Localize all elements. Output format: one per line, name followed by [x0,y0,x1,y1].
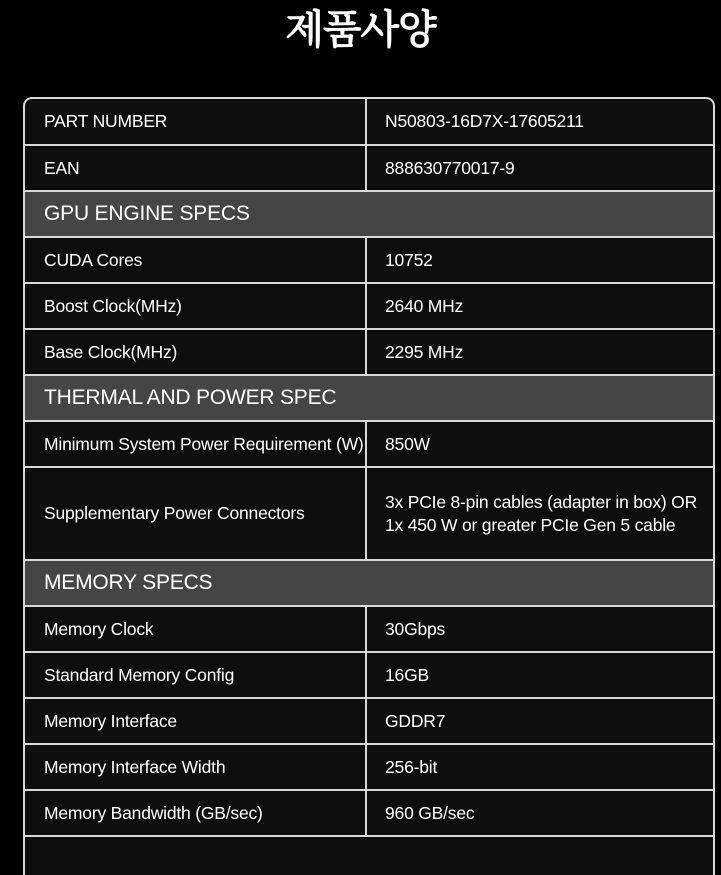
spec-value: 960 GB/sec [385,802,475,823]
spec-label: Memory Bandwidth (GB/sec) [25,791,367,835]
table-row-ean [25,144,713,190]
spec-table [23,97,715,875]
section-heading-thermal-power: THERMAL AND POWER SPEC [25,374,713,420]
spec-value: 30Gbps [385,618,446,639]
spec-value: 10752 [385,249,433,270]
table-row [25,697,713,743]
spec-value: N50803-16D7X-17605211 [385,111,584,131]
table-row [25,605,713,651]
table-row-partial [25,835,713,875]
spec-value: 16GB [385,664,429,685]
spec-label: PART NUMBER [25,99,367,144]
spec-label: CUDA Cores [25,238,367,282]
page-title: 제품사양 [285,7,436,53]
spec-value: 2640 MHz [385,295,464,316]
spec-value-line: 1x 450 W or greater PCIe Gen 5 cable [385,514,676,535]
table-row [25,236,713,282]
spec-label: Memory Clock [25,607,367,651]
spec-value: 256-bit [385,756,438,777]
spec-label: EAN [25,146,367,190]
table-row [25,282,713,328]
table-row-part-number [25,99,713,144]
spec-label: Boost Clock(MHz) [25,284,367,328]
spec-value: 888630770017-9 [385,157,515,178]
table-row [25,789,713,835]
section-heading-memory: MEMORY SPECS [25,559,713,605]
spec-label: Memory Interface [25,699,367,743]
spec-value: 2295 MHz [385,341,464,362]
table-row [25,420,713,466]
table-row [25,743,713,789]
table-row [25,466,713,559]
table-row [25,651,713,697]
table-row [25,328,713,374]
spec-label: Base Clock(MHz) [25,330,367,374]
section-heading-gpu-engine: GPU ENGINE SPECS [25,190,713,236]
spec-label: Minimum System Power Requirement (W) [25,422,367,466]
spec-value: GDDR7 [385,710,446,731]
spec-value-line: 3x PCIe 8-pin cables (adapter in box) OR [385,491,698,512]
spec-value [367,468,713,559]
spec-value: 850W [385,433,430,454]
spec-label: Memory Interface Width [25,745,367,789]
spec-label: Supplementary Power Connectors [25,468,367,559]
spec-label: Standard Memory Config [25,653,367,697]
